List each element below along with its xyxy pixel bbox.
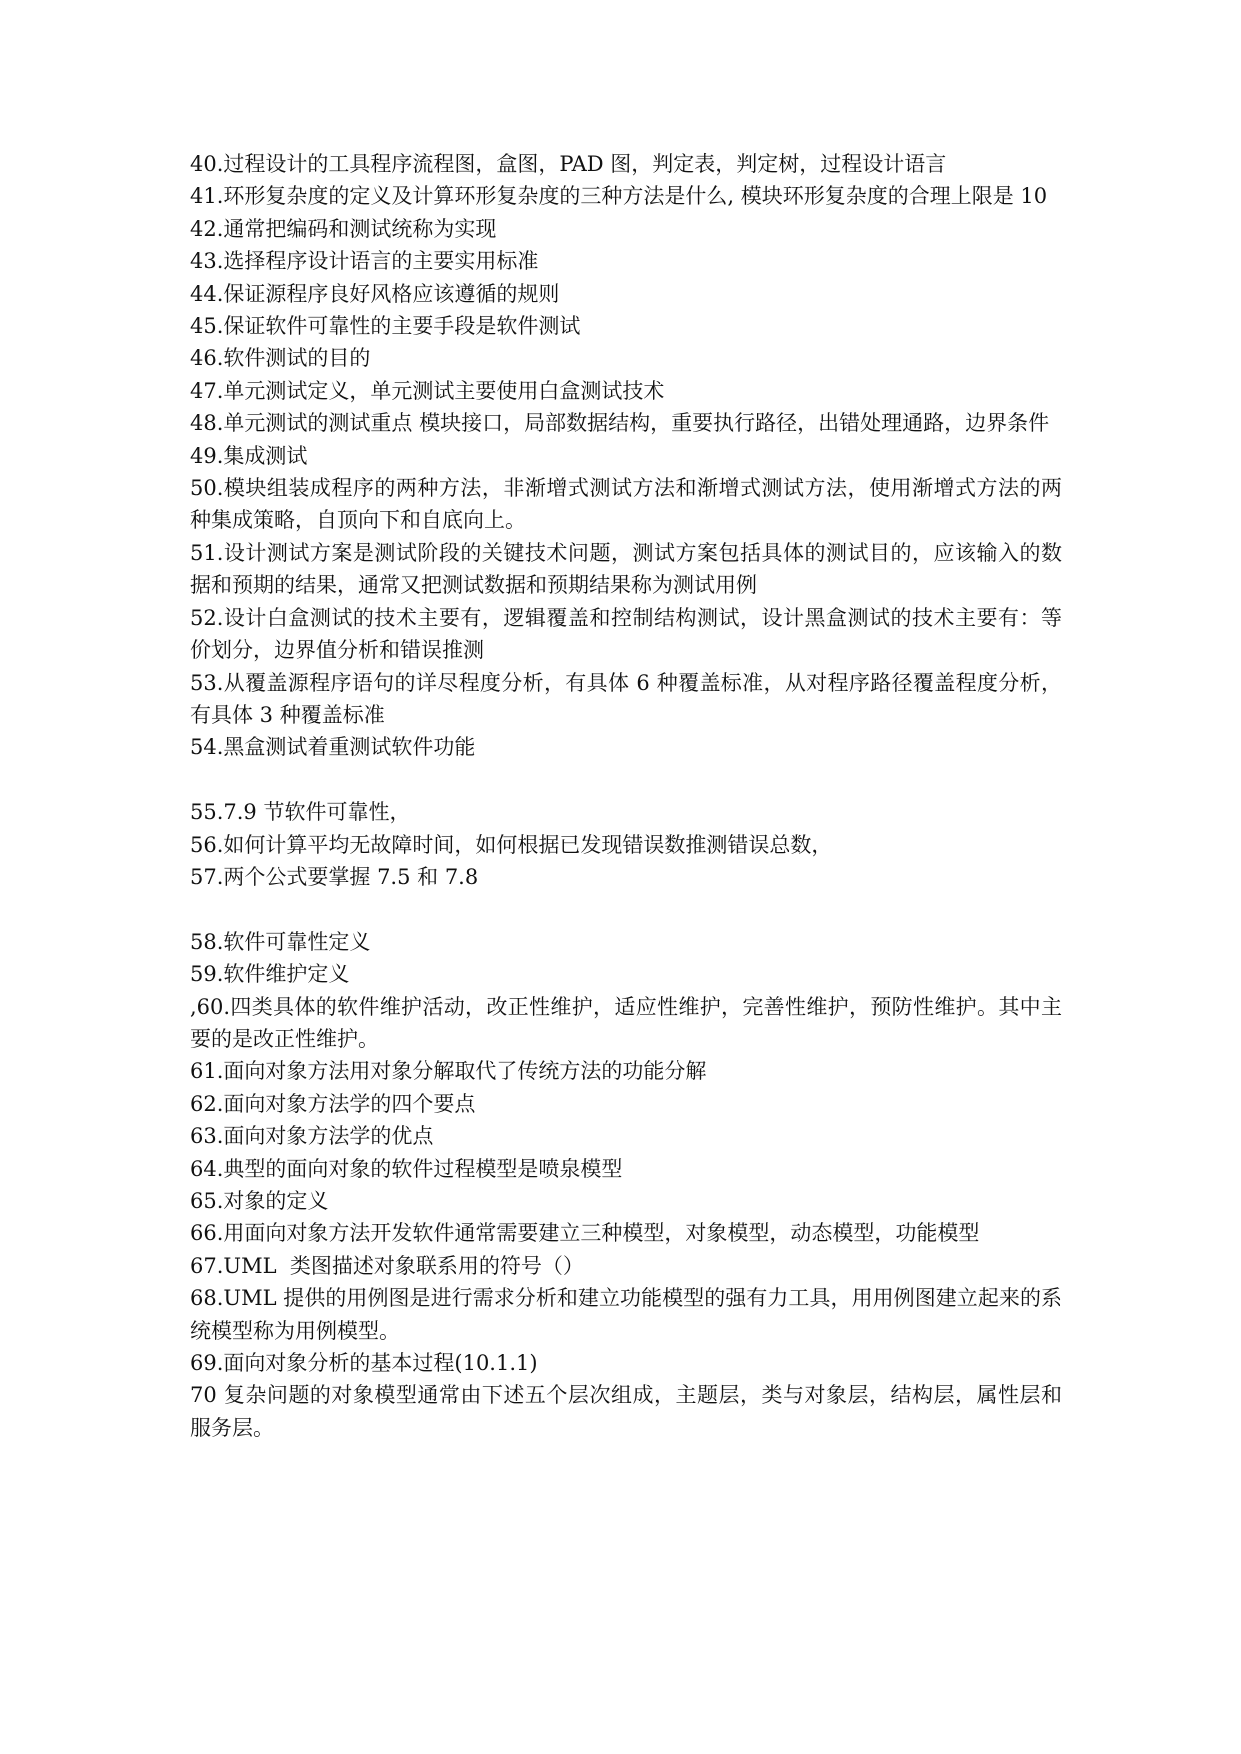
list-item: 63.面向对象方法学的优点 <box>190 1124 434 1149</box>
list-item: 42.通常把编码和测试统称为实现 <box>190 216 497 241</box>
list-item: 57.两个公式要掌握 7.5 和 7.8 <box>190 864 479 889</box>
list-item: 62.面向对象方法学的四个要点 <box>190 1091 476 1116</box>
list-item: 48.单元测试的测试重点 模块接口，局部数据结构，重要执行路径，出错处理通路，边界条件 <box>190 411 1050 436</box>
blank-line <box>190 764 1062 796</box>
list-item: 47.单元测试定义，单元测试主要使用白盒测试技术 <box>190 378 665 403</box>
blank-line <box>190 893 1062 925</box>
list-item: 55.7.9 节软件可靠性， <box>190 800 411 825</box>
list-item: 68.UML 提供的用例图是进行需求分析和建立功能模型的强有力工具，用用例图建立起来的系统模型称为用例模型。 <box>190 1286 1062 1343</box>
list-item: 45.保证软件可靠性的主要手段是软件测试 <box>190 314 581 339</box>
list-item: 40.过程设计的工具程序流程图，盒图，PAD 图，判定表，判定树，过程设计语言 <box>190 152 947 176</box>
list-item: 67.UML 类图描述对象联系用的符号（） <box>190 1253 584 1278</box>
list-item: 54.黑盒测试着重测试软件功能 <box>190 735 476 760</box>
list-item: 56.如何计算平均无故障时间，如何根据已发现错误数推测错误总数， <box>190 832 833 857</box>
list-item: 49.集成测试 <box>190 443 308 468</box>
list-item: 41.环形复杂度的定义及计算环形复杂度的三种方法是什么, 模块环形复杂度的合理上限是 10 <box>190 184 1048 209</box>
list-item: 59.软件维护定义 <box>190 962 350 987</box>
list-item: ,60.四类具体的软件维护活动，改正性维护，适应性维护，完善性维护，预防性维护。其中主要的是改正性维护。 <box>190 994 1062 1051</box>
list-item: 58.软件可靠性定义 <box>190 929 371 954</box>
list-item: 43.选择程序设计语言的主要实用标准 <box>190 249 539 274</box>
list-item: 65.对象的定义 <box>190 1188 329 1213</box>
document-body <box>190 148 1062 1444</box>
list-item: 50.模块组装成程序的两种方法，非渐增式测试方法和渐增式测试方法，使用渐增式方法的两种集成策略，自顶向下和自底向上。 <box>190 476 1062 533</box>
list-item: 70 复杂问题的对象模型通常由下述五个层次组成，主题层，类与对象层，结构层，属性层和服务层。 <box>190 1383 1062 1440</box>
list-item: 61.面向对象方法用对象分解取代了传统方法的功能分解 <box>190 1059 707 1084</box>
list-item: 51.设计测试方案是测试阶段的关键技术问题，测试方案包括具体的测试目的，应该输入的数据和预期的结果，通常又把测试数据和预期结果称为测试用例 <box>190 540 1062 598</box>
list-item: 66.用面向对象方法开发软件通常需要建立三种模型，对象模型，动态模型，功能模型 <box>190 1221 980 1246</box>
list-item: 69.面向对象分析的基本过程(10.1.1) <box>190 1351 538 1375</box>
list-item: 53.从覆盖源程序语句的详尽程度分析，有具体 6 种覆盖标准，从对程序路径覆盖程度分析，有具体 3 种覆盖标准 <box>190 670 1062 727</box>
list-item: 44.保证源程序良好风格应该遵循的规则 <box>190 281 560 306</box>
list-item: 52.设计白盒测试的技术主要有，逻辑覆盖和控制结构测试，设计黑盒测试的技术主要有：等价划分，边界值分析和错误推测 <box>190 605 1062 663</box>
list-item: 64.典型的面向对象的软件过程模型是喷泉模型 <box>190 1156 623 1181</box>
list-item: 46.软件测试的目的 <box>190 346 371 371</box>
